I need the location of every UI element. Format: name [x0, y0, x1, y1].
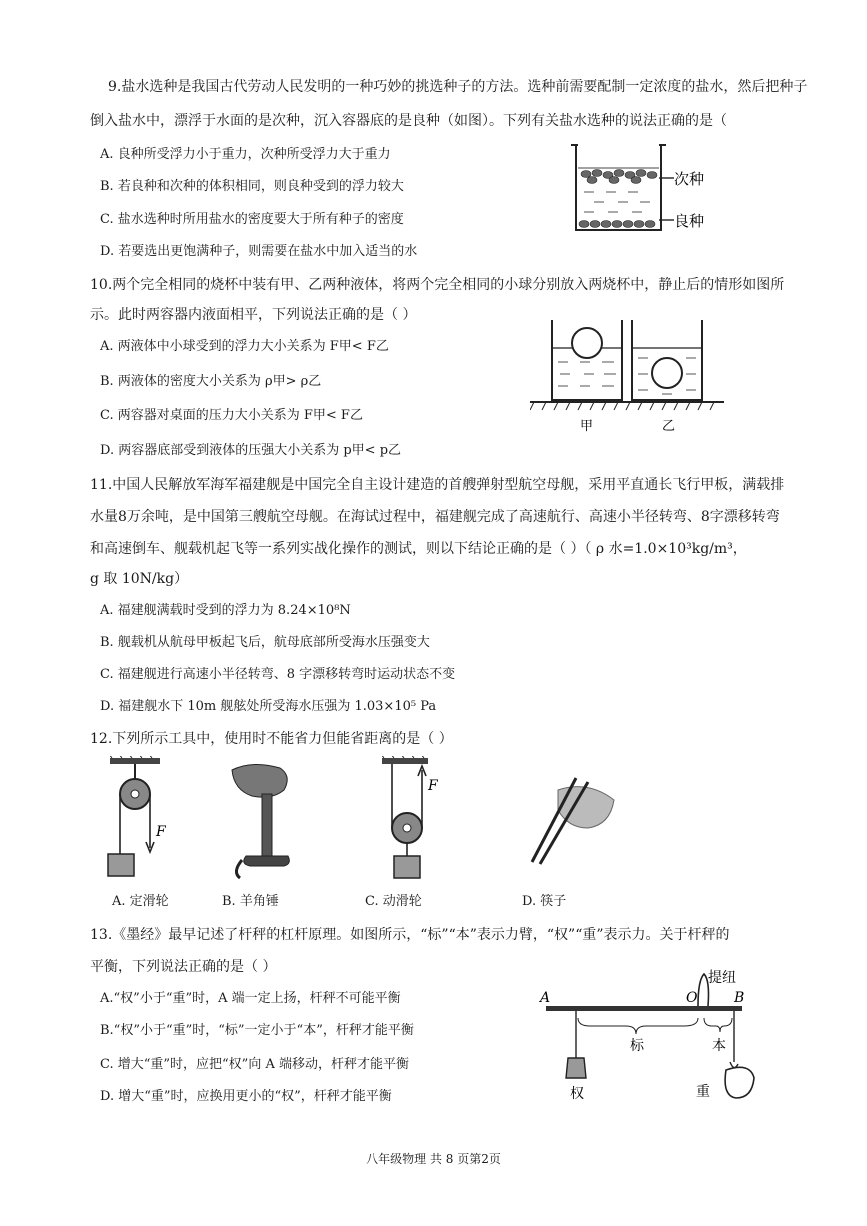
q13-option-a: A.“权”小于“重”时，A 端一定上扬，杆秤不可能平衡 — [100, 991, 401, 1006]
q11-stem-line3: 和高速倒车、舰载机起飞等一系列实战化操作的测试，则以下结论正确的是（ ）（ ρ 水=1.0×10³kg/m³， — [90, 541, 747, 557]
q10-option-a: A. 两液体中小球受到的浮力大小关系为 F甲< F乙 — [100, 339, 389, 354]
label-end-b: B — [734, 990, 745, 1006]
q10-option-b: B. 两液体的密度大小关系为 ρ甲> ρ乙 — [100, 374, 322, 389]
caption-fixed-pulley: A. 定滑轮 — [112, 894, 169, 909]
label-quan: 权 — [570, 1086, 584, 1102]
label-beaker-jia: 甲 — [580, 419, 594, 434]
q11-stem-line4: g 取 10N/kg） — [90, 571, 189, 587]
label-ben: 本 — [712, 1038, 726, 1054]
q13-stem-line1: 13.《墨经》最早记述了杆秤的杠杆原理。如图所示，“标”“本”表示力臂，“权”“重”表示力。关于杆秤的 — [90, 927, 730, 943]
q12-stem-line1: 12.下列所示工具中，使用时不能省力但能省距离的是（ ） — [90, 731, 453, 747]
q9-stem-line2: 倒入盐水中，漂浮于水面的是次种，沉入容器底的是良种（如图）。下列有关盐水选种的说法正确的是（ — [90, 113, 727, 129]
q9-stem-line1: 9.盐水选种是我国古代劳动人民发明的一种巧妙的挑选种子的方法。选种前需要配制一定浓度的盐水，然后把种子 — [108, 79, 808, 95]
q13-option-c: C. 增大“重”时，应把“权”向 A 端移动，杆秤才能平衡 — [100, 1057, 409, 1072]
q9-option-b: B. 若良种和次种的体积相同，则良种受到的浮力较大 — [100, 179, 404, 194]
label-tizhuo: 提纽 — [708, 970, 736, 986]
ball-left — [572, 328, 602, 358]
heavy-object-zhong — [725, 1067, 754, 1098]
q11-stem-line2: 水量8万余吨，是中国第三艘航空母舰。在海试过程中，福建舰完成了高速航行、高速小半径转弯、8字漂移转弯 — [90, 509, 780, 525]
label-beaker-yi: 乙 — [662, 419, 676, 434]
label-pivot-o: O — [686, 990, 698, 1006]
force-label-c: F — [428, 778, 438, 794]
label-biao: 标 — [630, 1038, 644, 1054]
q10-option-d: D. 两容器底部受到液体的压强大小关系为 p甲< p乙 — [100, 443, 402, 458]
caption-movable-pulley: C. 动滑轮 — [365, 894, 422, 909]
counterweight-quan — [566, 1058, 586, 1078]
q9-option-d: D. 若要选出更饱满种子，则需要在盐水中加入适当的水 — [100, 244, 418, 259]
q11-stem-line1: 11.中国人民解放军海军福建舰是中国完全自主设计建造的首艘弹射型航空母舰，采用平直通长飞行甲板，满载排 — [90, 477, 785, 493]
q13-stem-line2: 平衡，下列说法正确的是（ ） — [90, 959, 277, 975]
label-zhong: 重 — [696, 1084, 710, 1100]
q13-option-b: B.“权”小于“重”时，“标”一定小于“本”，杆秤才能平衡 — [100, 1023, 414, 1038]
claw-hammer-figure — [222, 760, 312, 880]
q9-option-a: A. 良种所受浮力小于重力，次种所受浮力大于重力 — [100, 147, 391, 162]
q13-option-d: D. 增大“重”时，应换用更小的“权”，杆秤才能平衡 — [100, 1089, 392, 1104]
seed-beaker-figure — [566, 140, 746, 240]
hammer-handle — [262, 794, 272, 858]
caption-claw-hammer: B. 羊角锤 — [222, 894, 279, 909]
caption-chopsticks: D. 筷子 — [522, 894, 567, 909]
steelyard-beam — [546, 1006, 742, 1011]
weight-block-c — [394, 856, 420, 878]
q11-option-c: C. 福建舰进行高速小半径转弯、8 字漂移转弯时运动状态不变 — [100, 667, 456, 682]
movable-pulley-figure — [370, 756, 460, 886]
fixed-pulley-figure — [92, 756, 182, 886]
label-good-seed: 良种 — [674, 212, 705, 230]
q11-option-a: A. 福建舰满载时受到的浮力为 8.24×10⁸N — [100, 603, 351, 618]
force-label-a: F — [156, 824, 166, 840]
q11-option-b: B. 舰载机从航母甲板起飞后，航母底部所受海水压强变大 — [100, 635, 430, 650]
weight-block-a — [108, 854, 134, 876]
chopsticks-figure — [518, 770, 618, 870]
label-inferior-seed: 次种 — [674, 170, 705, 188]
two-beakers-figure — [530, 318, 730, 438]
steelyard-figure — [536, 966, 786, 1106]
page-footer: 八年级物理 共 8 页第2页 — [366, 1152, 501, 1166]
q10-stem-line2: 示。此时两容器内液面相平，下列说法正确的是（ ） — [90, 307, 417, 323]
ball-right — [652, 358, 682, 388]
q9-option-c: C. 盐水选种时所用盐水的密度要大于所有种子的密度 — [100, 212, 404, 227]
q10-stem-line1: 10.两个完全相同的烧杯中装有甲、乙两种液体，将两个完全相同的小球分别放入两烧杯中，静止后的情形如图所 — [90, 277, 785, 293]
q11-option-d: D. 福建舰水下 10m 舰舷处所受海水压强为 1.03×10⁵ Pa — [100, 699, 437, 714]
q10-option-c: C. 两容器对桌面的压力大小关系为 F甲< F乙 — [100, 408, 363, 423]
label-end-a: A — [540, 990, 551, 1006]
